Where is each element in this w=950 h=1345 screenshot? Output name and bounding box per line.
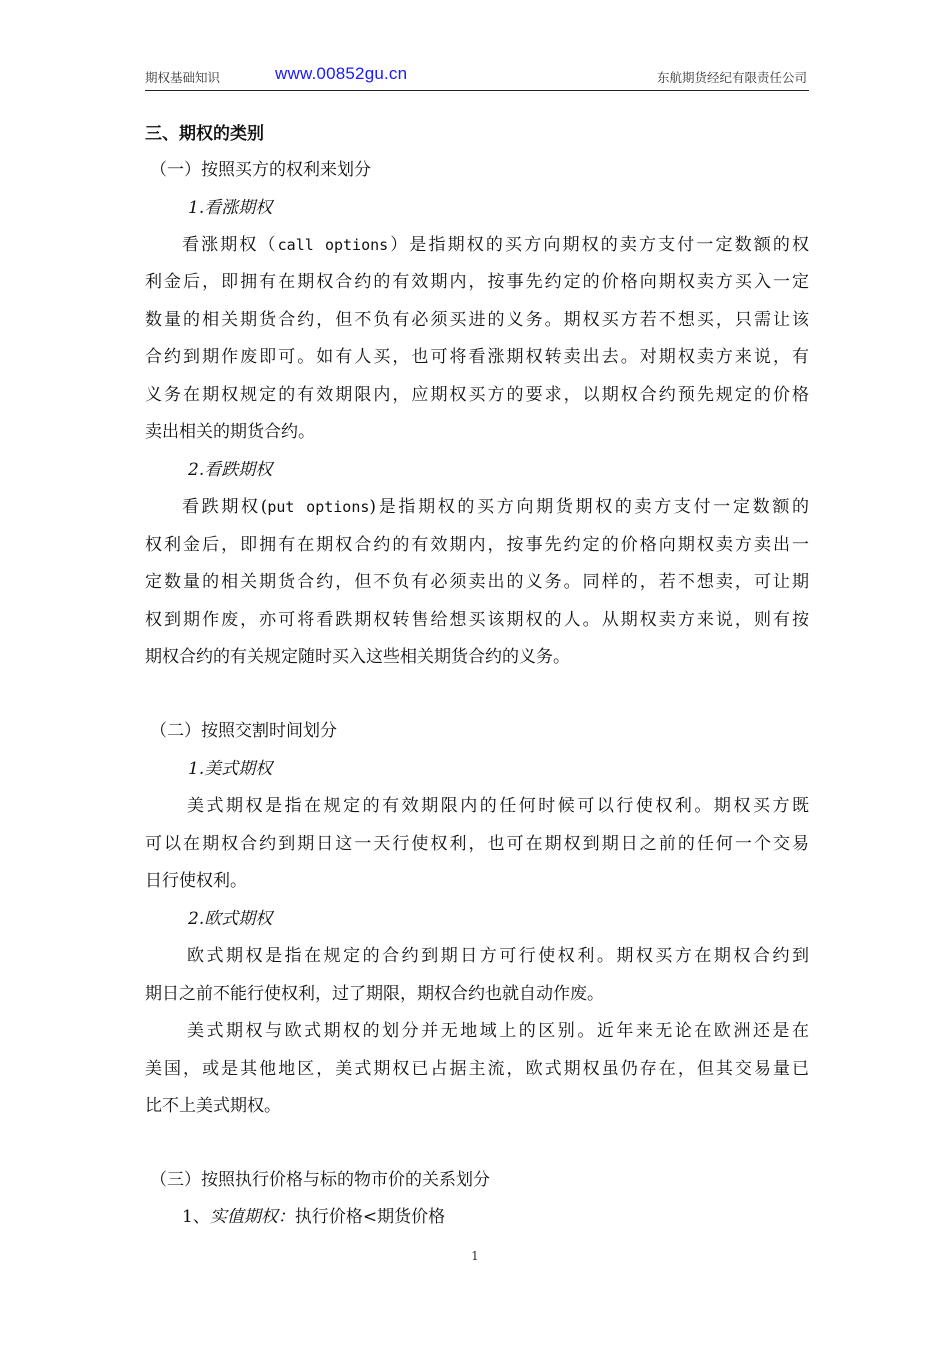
- paragraph-line: 美式期权与欧式期权的划分并无地域上的区别。近年来无论在欧洲还是在: [187, 1021, 809, 1041]
- paragraph-line: 比不上美式期权。: [145, 1096, 281, 1116]
- call-option-heading: 1.看涨期权: [188, 198, 273, 218]
- paragraph-line: 卖出相关的期货合约。: [145, 422, 315, 442]
- text-run: 看跌期权(: [182, 497, 268, 517]
- header-doc-title: 期权基础知识: [145, 70, 221, 85]
- paragraph-line: 日行使权利。: [145, 871, 247, 891]
- put-option-heading: 2.看跌期权: [188, 460, 273, 480]
- list-item-term: 实值期权：: [209, 1207, 295, 1227]
- paragraph-line: 美式期权是指在规定的有效期限内的任何时候可以行使权利。期权买方既: [187, 796, 809, 816]
- paragraph-line: 期日之前不能行使权利，过了期限，期权合约也就自动作废。: [145, 984, 604, 1004]
- paragraph-line: [182, 233, 809, 257]
- european-option-heading: 2.欧式期权: [188, 909, 273, 929]
- paragraph-line: 权利金后，即拥有在期权合约的有效期内，按事先约定的价格向期权卖方卖出一: [145, 535, 809, 555]
- paragraph-line: 定数量的相关期货合约，但不负有必须卖出的义务。同样的，若不想卖，可让期: [145, 572, 809, 592]
- subsection-heading-2: （二）按照交割时间划分: [150, 721, 337, 741]
- section-title: 三、期权的类别: [145, 124, 264, 144]
- paragraph-line: 利金后，即拥有在期权合约的有效期内，按事先约定的价格向期权卖方买入一定: [145, 272, 809, 292]
- list-item-text: 执行价格<期货价格: [294, 1207, 446, 1227]
- text-run: )是指期权的买方向期货期权的卖方支付一定数额的: [369, 497, 809, 517]
- paragraph-line: 期权合约的有关规定随时买入这些相关期货合约的义务。: [145, 647, 570, 667]
- header-company-name: 东航期货经纪有限责任公司: [656, 70, 807, 85]
- paragraph-line: [182, 495, 809, 519]
- american-option-heading: 1.美式期权: [188, 759, 273, 779]
- paragraph-line: 权到期作废，亦可将看跌期权转售给想买该期权的人。从期权卖方来说，则有按: [145, 610, 809, 630]
- page-header: [145, 64, 809, 91]
- text-run: 看涨期权（: [182, 235, 278, 255]
- header-website-link[interactable]: www.00852gu.cn: [275, 64, 408, 83]
- term-call-options: call options: [277, 236, 389, 254]
- paragraph-line: 可以在期权合约到期日这一天行使权利，也可在期权到期日之前的任何一个交易: [145, 834, 809, 854]
- paragraph-line: 美国，或是其他地区，美式期权已占据主流，欧式期权虽仍存在，但其交易量已: [145, 1059, 809, 1079]
- subsection-heading-1: （一）按照买方的权利来划分: [150, 160, 371, 180]
- subsection-heading-3: （三）按照执行价格与标的物市价的关系划分: [150, 1170, 490, 1190]
- term-put-options: put options: [267, 498, 370, 516]
- paragraph-line: 数量的相关期货合约，但不负有必须买进的义务。期权买方若不想买，只需让该: [145, 310, 809, 330]
- page-number: 1: [471, 1249, 479, 1263]
- paragraph-line: 欧式期权是指在规定的合约到期日方可行使权利。期权买方在期权合约到: [187, 946, 809, 966]
- list-item-number: 1、: [182, 1207, 210, 1227]
- paragraph-line: 合约到期作废即可。如有人买，也可将看涨期权转卖出去。对期权卖方来说，有: [145, 347, 809, 367]
- list-item: [182, 1205, 445, 1229]
- text-run: ）是指期权的买方向期权的卖方支付一定数额的权: [388, 235, 810, 255]
- paragraph-line: 义务在期权规定的有效期限内，应期权买方的要求，以期权合约预先规定的价格: [145, 385, 809, 405]
